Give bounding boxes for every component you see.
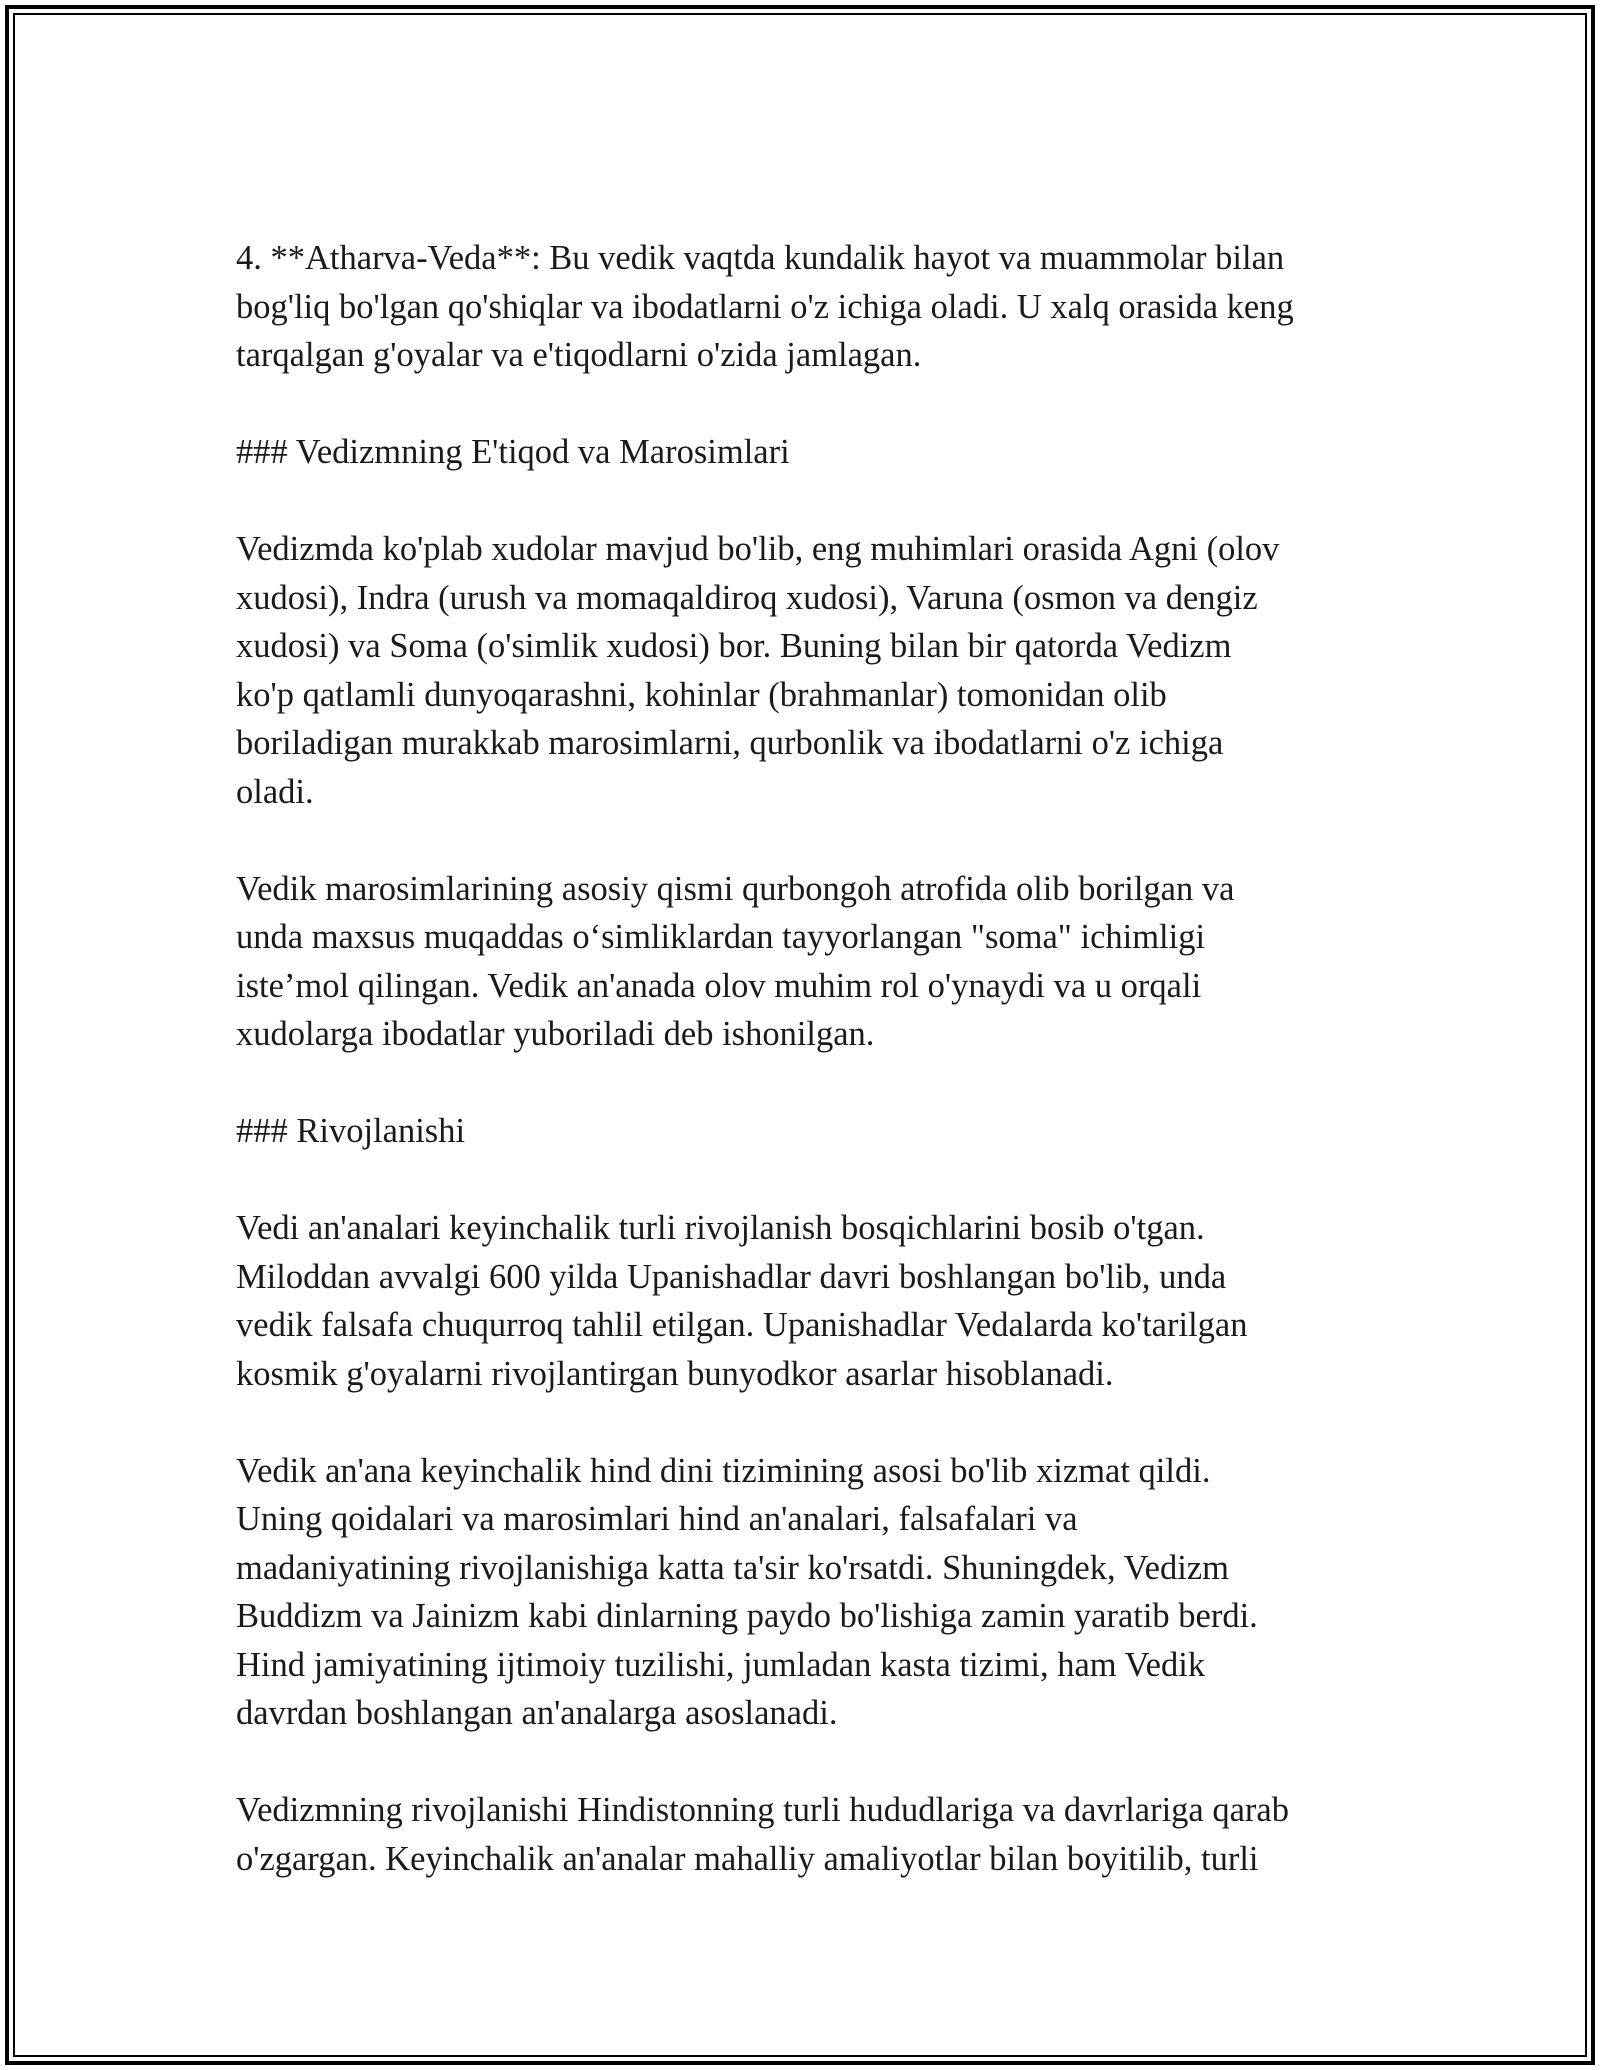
- paragraph-atharva-veda: 4. **Atharva-Veda**: Bu vedik vaqtda kundalik hayot va muammolar bilan bog'liq bo'lgan qo'shiqlar va ibodatlarni o'z ichiga oladi. U xalq orasida keng tarqalgan g'oyalar va e'tiqodlarni o'zida jamlagan.: [236, 239, 1294, 374]
- paragraph-hind-dini: Vedik an'ana keyinchalik hind dini tizimining asosi bo'lib xizmat qildi. Uning qoidalari va marosimlari hind an'analari, falsafalari va madaniyatining rivojlanishiga katta ta'sir ko'rsatdi. Shuningdek, Vedizm Buddizm va Jainizm kabi dinlarning paydo bo'lishiga zamin yaratib berdi. Hind jamiyatining ijtimoiy tuzilishi, jumladan kasta tizimi, ham Vedik davrdan boshlangan an'analarga asoslanadi.: [236, 1451, 1258, 1732]
- paragraph-marosimlar: Vedik marosimlarining asosiy qismi qurbongoh atrofida olib borilgan va unda maxsus muqaddas o‘simliklardan tayyorlangan "soma" ichimligi iste’mol qilingan. Vedik an'anada olov muhim rol o'ynaydi va u orqali xudolarga ibodatlar yuboriladi deb ishonilgan.: [236, 869, 1235, 1053]
- paragraph-upanishadlar: Vedi an'analari keyinchalik turli rivojlanish bosqichlarini bosib o'tgan. Miloddan avvalgi 600 yilda Upanishadlar davri boshlangan bo'lib, unda vedik falsafa chuqurroq tahlil etilgan. Upanishadlar Vedalarda ko'tarilgan kosmik g'oyalarni rivojlantirgan bunyodkor asarlar hisoblanadi.: [236, 1209, 1248, 1393]
- document-body: [236, 234, 1376, 1932]
- heading-etiqod-marosimlar: ### Vedizmning E'tiqod va Marosimlari: [236, 433, 790, 471]
- paragraph-rivojlanish-hududlar: Vedizmning rivojlanishi Hindistonning turli hududlariga va davrlariga qarab o'zgargan. Keyinchalik an'analar mahalliy amaliyotlar bilan boyitilib, turli: [236, 1791, 1289, 1878]
- paragraph-xudolar: Vedizmda ko'plab xudolar mavjud bo'lib, eng muhimlari orasida Agni (olov xudosi), Indra (urush va momaqaldiroq xudosi), Varuna (osmon va dengiz xudosi) va Soma (o'simlik xudosi) bor. Buning bilan bir qatorda Vedizm ko'p qatlamli dunyoqarashni, kohinlar (brahmanlar) tomonidan olib boriladigan murakkab marosimlarni, qurbonlik va ibodatlarni o'z ichiga oladi.: [236, 530, 1280, 811]
- heading-rivojlanishi: ### Rivojlanishi: [236, 1112, 466, 1150]
